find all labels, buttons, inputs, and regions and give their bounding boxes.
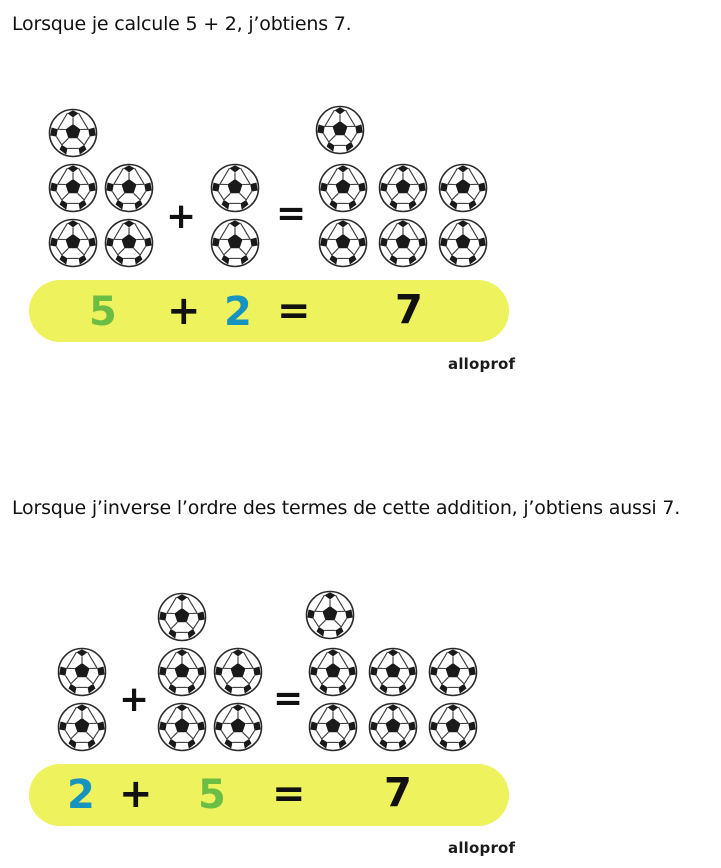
soccer-ball-icon bbox=[428, 647, 478, 697]
soccer-ball-icon bbox=[308, 647, 358, 697]
soccer-ball-icon bbox=[48, 108, 98, 158]
figure-addition-2-plus-5 bbox=[0, 585, 721, 868]
soccer-ball-icon bbox=[210, 163, 260, 213]
soccer-ball-icon bbox=[438, 218, 488, 268]
equation-first-term: 5 bbox=[89, 289, 117, 335]
soccer-ball-icon bbox=[104, 218, 154, 268]
soccer-ball-icon bbox=[48, 163, 98, 213]
equation-equals: = bbox=[277, 288, 311, 334]
soccer-ball-icon bbox=[308, 702, 358, 752]
plus-operator: + bbox=[166, 196, 197, 237]
equation-plus: + bbox=[167, 288, 201, 334]
paragraph-first: Lorsque je calcule 5 + 2, j’obtiens 7. bbox=[12, 13, 352, 35]
soccer-ball-icon bbox=[157, 702, 207, 752]
soccer-ball-icon bbox=[57, 702, 107, 752]
alloprof-logo: alloprof bbox=[448, 355, 516, 373]
paragraph-second: Lorsque j’inverse l’ordre des termes de cette addition, j’obtiens aussi 7. bbox=[12, 497, 681, 519]
equation-second-term: 5 bbox=[198, 772, 226, 818]
soccer-ball-icon bbox=[428, 702, 478, 752]
equation-bar bbox=[29, 764, 509, 826]
soccer-ball-icon bbox=[48, 218, 98, 268]
soccer-ball-icon bbox=[438, 163, 488, 213]
equals-operator: = bbox=[273, 678, 304, 719]
equation-equals: = bbox=[272, 771, 306, 817]
soccer-ball-icon bbox=[318, 163, 368, 213]
soccer-ball-icon bbox=[318, 218, 368, 268]
soccer-ball-icon bbox=[157, 647, 207, 697]
equation-result: 7 bbox=[395, 287, 423, 333]
equation-result: 7 bbox=[384, 770, 412, 816]
soccer-ball-icon bbox=[368, 647, 418, 697]
equals-operator: = bbox=[276, 193, 307, 234]
plus-operator: + bbox=[119, 679, 150, 720]
alloprof-logo: alloprof bbox=[448, 839, 516, 857]
equation-second-term: 2 bbox=[224, 289, 252, 335]
soccer-ball-icon bbox=[305, 590, 355, 640]
soccer-ball-icon bbox=[210, 218, 260, 268]
soccer-ball-icon bbox=[378, 163, 428, 213]
soccer-ball-icon bbox=[368, 702, 418, 752]
soccer-ball-icon bbox=[315, 105, 365, 155]
equation-first-term: 2 bbox=[67, 772, 95, 818]
soccer-ball-icon bbox=[213, 647, 263, 697]
equation-plus: + bbox=[119, 771, 153, 817]
soccer-ball-icon bbox=[104, 163, 154, 213]
soccer-ball-icon bbox=[378, 218, 428, 268]
soccer-ball-icon bbox=[213, 702, 263, 752]
soccer-ball-icon bbox=[157, 592, 207, 642]
figure-addition-5-plus-2 bbox=[0, 100, 721, 385]
soccer-ball-icon bbox=[57, 647, 107, 697]
